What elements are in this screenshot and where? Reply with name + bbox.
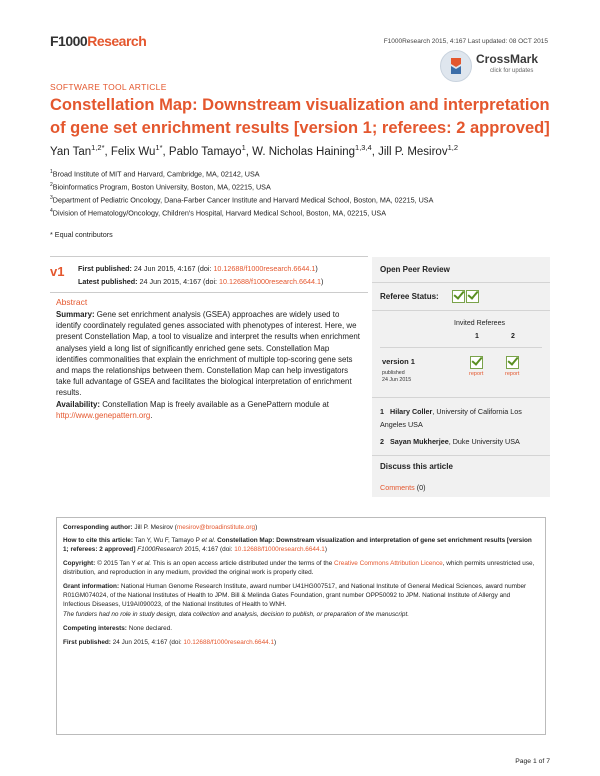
referee-name: Hilary Coller <box>390 407 433 416</box>
affiliation-sup: 3 <box>50 195 53 201</box>
how-to-cite <box>63 536 539 554</box>
cite-rest: 2015, 4:167 (doi: <box>182 546 235 554</box>
version-label: v1 <box>50 264 65 279</box>
latest-doi-link[interactable]: 10.12688/f1000research.6644.1 <box>219 277 321 286</box>
crossmark-icon <box>440 50 472 82</box>
corr-label: Corresponding author: <box>63 524 133 531</box>
availability-text: Constellation Map is freely available as a GenePattern module at <box>102 399 329 409</box>
box-first-published <box>63 638 539 647</box>
cc-licence-link[interactable]: Creative Commons Attribution Licence <box>334 560 443 567</box>
summary-label: Summary: <box>56 310 95 319</box>
compete-label: Competing interests: <box>63 625 127 632</box>
period: . <box>150 410 153 420</box>
referee-col-1: 1 <box>475 333 479 340</box>
first-published-date: 24 Jun 2015, 4:167 (doi: <box>133 264 212 273</box>
corr-name: Jill P. Mesirov ( <box>132 524 177 531</box>
affiliation-sup: 2 <box>50 182 53 188</box>
cite-label: How to cite this article: <box>63 537 133 544</box>
affiliation <box>50 208 386 217</box>
published-label: published <box>382 370 405 376</box>
comments <box>380 483 426 492</box>
author-sup: 1* <box>155 143 163 152</box>
copyright <box>63 559 539 577</box>
comments-link[interactable]: Comments <box>380 483 415 492</box>
version-1-label: version 1 <box>382 357 415 366</box>
approved-check-icon <box>452 290 465 303</box>
affiliation-text: Bioinformatics Program, Boston University, Boston, MA, 02215, USA <box>52 182 271 192</box>
genepattern-link[interactable]: http://www.genepattern.org <box>56 410 151 420</box>
divider <box>372 282 550 283</box>
corr-email-link[interactable]: mesirov@broadinstitute.org <box>176 524 256 531</box>
logo-f1000: F1000 <box>50 33 88 49</box>
crossmark-title: CrossMark <box>476 52 539 66</box>
latest-published <box>78 277 323 286</box>
open-peer-review-panel <box>372 257 550 497</box>
corresponding-author <box>63 523 539 532</box>
divider <box>50 256 368 257</box>
fp-label: First published: <box>63 639 111 646</box>
logo-research: Research <box>87 33 147 49</box>
approved-check-icon <box>506 356 519 369</box>
copyright-end: , which permits unrestricted use, distribution, and reproduction in any medium, provided the original work is properly cited. <box>63 560 535 577</box>
equal-contributors: * Equal contributors <box>50 230 113 239</box>
affiliation <box>50 195 433 204</box>
affiliation-sup: 1 <box>50 169 53 175</box>
author-list: Yan Tan$^{1,2*}$, Felix $Wu^{1*}$, Pablo Tamayo$^1$, W. Nicholas Haining$^{1,3,4}$, Jill P. Mesirov$^{1,2}$ <box>50 143 459 158</box>
paren: ) <box>315 264 318 273</box>
approved-check-icon <box>466 290 479 303</box>
version-published <box>382 370 411 384</box>
author-name[interactable]: Jill P. Mesirov <box>378 145 448 158</box>
author-sup: 1,3,4 <box>355 143 372 152</box>
availability-label: Availability: <box>56 399 100 409</box>
cite-text: Tan Y, Wu F, Tamayo P <box>132 537 202 544</box>
referee-1-report-link[interactable]: report <box>469 371 484 377</box>
author-sup: 1,2* <box>91 143 105 152</box>
author-sup: 1 <box>241 143 246 152</box>
affiliation <box>50 182 271 191</box>
referee-affiliation: , University of California Los Angeles USA <box>380 407 522 429</box>
copyright-rest: This is an open access article distributed under the terms of the <box>151 560 335 567</box>
approved-check-icon <box>470 356 483 369</box>
first-published-label: First published: <box>78 264 132 273</box>
affiliation-text: Department of Pediatric Oncology, Dana-Farber Cancer Institute and Harvard Medical School, Boston, MA, 02215, USA <box>52 195 434 205</box>
copyright-text: © 2015 Tan Y <box>95 560 138 567</box>
affiliation <box>50 169 260 178</box>
author-name[interactable]: W. Nicholas Haining <box>252 145 356 158</box>
referee-1 <box>380 405 548 431</box>
abstract-body <box>56 309 362 421</box>
published-date: 24 Jun 2015 <box>382 377 412 383</box>
cite-title: Constellation Map: Downstream visualization and interpretation of gene set enrichment results [version 1; referees: 2 approved] <box>63 537 532 554</box>
author-name[interactable]: Felix Wu <box>110 145 156 158</box>
invited-referees-label: Invited Referees <box>454 320 505 327</box>
referee-2 <box>380 437 520 446</box>
paren: ) <box>255 524 258 531</box>
cite-doi-link[interactable]: 10.12688/f1000research.6644.1 <box>234 546 325 554</box>
article-type: SOFTWARE TOOL ARTICLE <box>50 82 167 92</box>
compete-text: None declared. <box>126 625 173 632</box>
f1000-logo[interactable] <box>50 33 146 49</box>
cite-etal: et al. <box>201 537 216 544</box>
affiliation-text: Division of Hematology/Oncology, Children's Hospital, Harvard Medical School, Boston, MA, 02215, USA <box>52 208 386 218</box>
article-info-box <box>56 517 546 735</box>
divider <box>372 455 550 456</box>
divider <box>372 310 550 311</box>
affiliation-text: Broad Institute of MIT and Harvard, Cambridge, MA, 02142, USA <box>52 169 260 179</box>
fp-text: 24 Jun 2015, 4:167 (doi: <box>110 639 184 646</box>
copyright-label: Copyright: <box>63 560 96 567</box>
grant-text: National Human Genome Research Institute, award number U41HG007517, and National Institute of General Medical Sciences, award number R01GM074024, of the National Institutes of Health to JPM. Bill & Melinda Gates Foundation, grant number OPP50092 to JPM. National Institute of Allergy and Infectious Diseases, U19AI090023, of the National Institutes of Health to WNH. <box>63 583 527 609</box>
peer-review-heading: Open Peer Review <box>380 265 450 274</box>
grant-information <box>63 582 539 619</box>
referee-number: 2 <box>380 437 384 446</box>
referee-number: 1 <box>380 407 384 416</box>
article-title: Constellation Map: Downstream visualization and interpretation of gene set enrichment results [version 1; referees: 2 approved] <box>50 96 550 137</box>
referee-col-2: 2 <box>511 333 515 340</box>
paren: ) <box>324 546 327 554</box>
author-name[interactable]: Pablo Tamayo <box>168 145 242 158</box>
divider <box>50 292 368 293</box>
comments-count: (0) <box>414 483 426 492</box>
abstract-heading: Abstract <box>56 297 88 307</box>
affiliation-sup: 4 <box>50 208 53 214</box>
latest-published-label: Latest published: <box>78 277 138 286</box>
page-number: Page 1 of 7 <box>515 758 550 765</box>
cite-journal: F1000Research <box>135 546 183 554</box>
paren: ) <box>320 277 324 286</box>
summary-text: Gene set enrichment analysis (GSEA) approaches are widely used to identify coordinately regulated genes associated with phenotypes of interest. Here, we present Constellation Map, a tool to visualize and interpret the results when enrichment analyses yield a long list of significantly enriched gene sets. Constellation Map identifies commonalities that explain the enrichment of multiple top-scoring gene sets and maps the relationships between them. Constellation Map can help investigators take full advantage of GSEA and facilitates the biological interpretation of enrichment results. <box>56 310 360 398</box>
discuss-heading: Discuss this article <box>380 462 453 471</box>
fp-doi-link[interactable]: 10.12688/f1000research.6644.1 <box>183 639 275 646</box>
crossmark-badge[interactable] <box>440 50 550 82</box>
referee-affiliation: , Duke University USA <box>448 437 520 446</box>
header-citation: F1000Research 2015, 4:167 Last updated: 08 OCT 2015 <box>383 38 548 45</box>
author-sup: 1,2 <box>447 143 459 152</box>
first-published <box>78 264 318 273</box>
funder-note: The funders had no role in study design, data collection and analysis, decision to publish, or preparation of the manuscript. <box>63 610 410 618</box>
first-doi-link[interactable]: 10.12688/f1000research.6644.1 <box>213 264 316 273</box>
crossmark-subtitle: click for updates <box>490 68 534 74</box>
paren: ) <box>274 639 277 646</box>
copyright-etal: et al. <box>137 560 152 567</box>
divider <box>372 397 550 398</box>
latest-published-date: 24 Jun 2015, 4:167 (doi: <box>139 277 218 286</box>
referee-2-report-link[interactable]: report <box>505 371 520 377</box>
divider <box>380 347 542 348</box>
referee-name: Sayan Mukherjee <box>390 437 449 446</box>
competing-interests <box>63 624 539 633</box>
author-name[interactable]: Yan Tan <box>50 145 92 158</box>
referee-status-label: Referee Status: <box>380 292 439 301</box>
grant-label: Grant information: <box>63 583 120 590</box>
